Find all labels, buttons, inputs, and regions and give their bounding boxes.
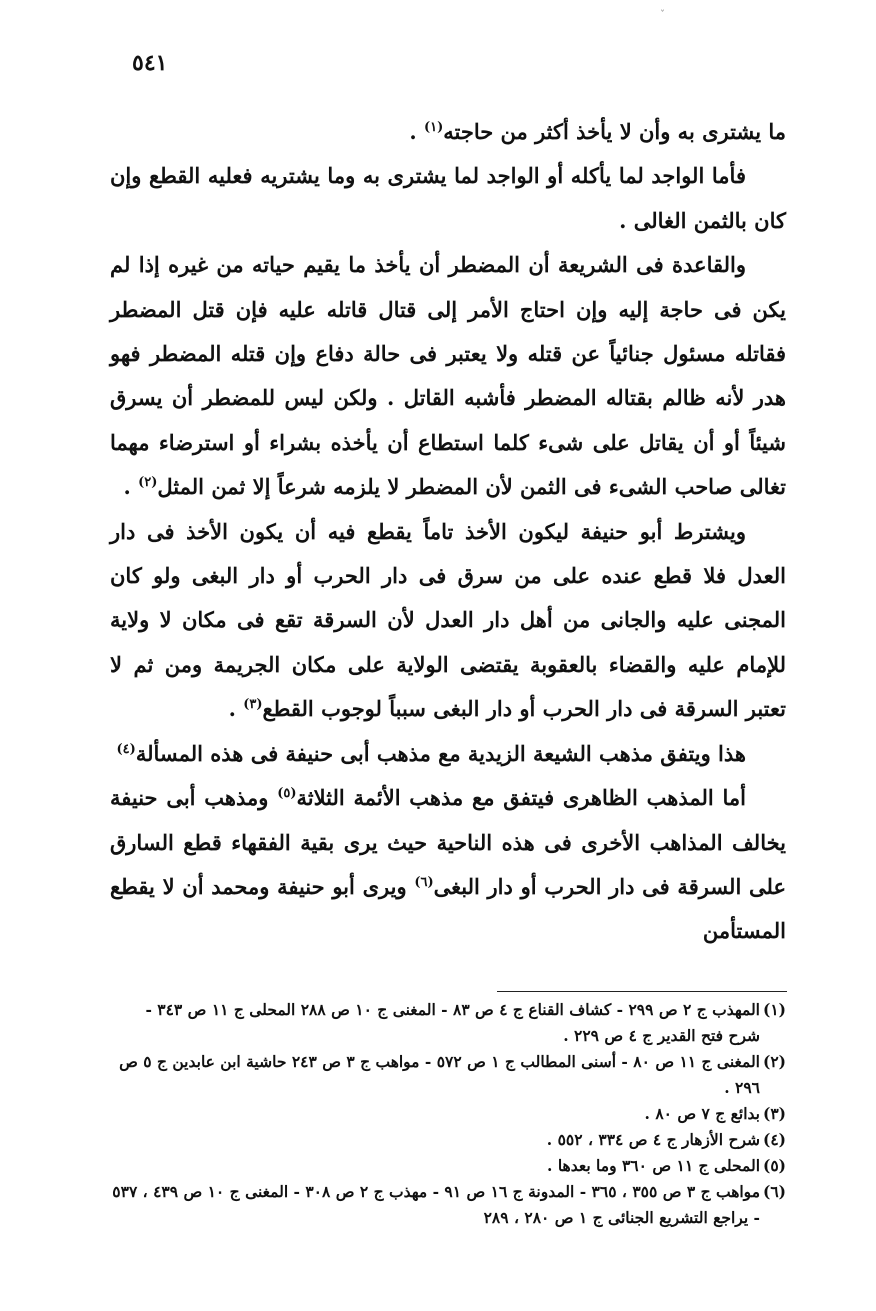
footnote-3: (٣)بدائع ج ٧ ص ٨٠ . <box>644 1104 786 1123</box>
paragraph-3: والقاعدة فى الشريعة أن المضطر أن يأخذ ما يقيم حياته من غيره إذا لم يكن فى حاجة إليه وإن احتاج الأمر إلى قتال قاتله عليه فإن قتل المضطر فقاتله مسئول جنائياً عن قتله ولا يعتبر فى حالة دفاع وإن قتله المضطر فهو هدر لأنه ظالم بقتاله المضطر فأشبه القاتل . ولكن ليس للمضطر أن يسرق شيئاً أو أن يقاتل على شىء كلما استطاع أن يأخذه بشراء أو استرضاء مهما تغالى صاحب الشىء فى الثمن لأن المضطر لا يلزمه شرعاً إلا ثمن المثل$^{(٢)}$ . <box>110 252 786 500</box>
footnote-ref-6[interactable]: (٦) <box>414 874 434 890</box>
footnote-2: (٢)المغنى ج ١١ ص ٨٠ - أسنى المطالب ج ١ ص ٥٧٢ - مواهب ج ٣ ص ٢٤٣ حاشية ابن عابدين ج ٥ ص ٢٩٦ . <box>119 1052 786 1097</box>
footnotes <box>110 997 786 1231</box>
page-number: ٥٤١ <box>132 50 168 76</box>
footnote-ref-3[interactable]: (٣) <box>243 697 263 713</box>
paragraph-1: ما يشترى به وأن لا يأخذ أكثر من حاجته$^{(١)}$ . <box>409 119 786 144</box>
main-text <box>110 110 786 954</box>
footnote-ref-2[interactable]: (٢) <box>138 475 158 491</box>
footnote-ref-1[interactable]: (١) <box>423 120 444 135</box>
paragraph-4: ويشترط أبو حنيفة ليكون الأخذ تاماً يقطع فيه أن يكون الأخذ فى دار العدل فلا قطع عنده على من سرق فى دار الحرب أو دار البغى ولو كان المجنى عليه والجانى من أهل دار العدل لأن السرقة تقع فى مكان لا ولاية للإمام عليه والقضاء بالعقوبة يقتضى الولاية على مكان الجريمة ومن ثم لا تعتبر السرقة فى دار الحرب أو دار البغى سبباً لوجوب القطع$^{(٣)}$ . <box>110 518 786 722</box>
footnote-ref-5[interactable]: (٥) <box>277 786 297 802</box>
footnote-divider <box>497 991 787 992</box>
footnote-6: (٦)مواهب ج ٣ ص ٣٥٥ ، ٣٦٥ - المدونة ج ١٦ ص ٩١ - مهذب ج ٢ ص ٣٠٨ - المغنى ج ١٠ ص ٤٣٩ ، ٥٣٧ - يراجع التشريع الجنائى ج ١ ص ٢٨٠ ، ٢٨٩ <box>112 1182 786 1227</box>
paragraph-5: هذا ويتفق مذهب الشيعة الزيدية مع مذهب أبى حنيفة فى هذه المسألة$^{(٤)}$ <box>116 740 746 766</box>
paragraph-2: فأما الواجد لما يأكله أو الواجد لما يشترى به وما يشتريه فعليه القطع وإن كان بالثمن الغالى . <box>110 163 786 233</box>
footnote-1: (١)المهذب ج ٢ ص ٢٩٩ - كشاف القناع ج ٤ ص ٨٣ - المغنى ج ١٠ ص ٢٨٨ المحلى ج ١١ ص ٣٤٣ - شرح فتح القدير ج ٤ ص ٢٢٩ . <box>145 1000 786 1045</box>
paragraph-6: أما المذهب الظاهرى فيتفق مع مذهب الأئمة الثلاثة$^{(٥)}$ ومذهب أبى حنيفة يخالف المذاهب الأخرى فى هذه الناحية حيث يرى بقية الفقهاء قطع السارق على السرقة فى دار الحرب أو دار البغى$^{(٦)}$ ويرى أبو حنيفة ومحمد أن لا يقطع المستأمن <box>110 785 786 944</box>
scan-artifact: ˇ <box>660 10 665 21</box>
footnote-5: (٥)المحلى ج ١١ ص ٣٦٠ وما بعدها . <box>547 1156 786 1175</box>
footnote-4: (٤)شرح الأزهار ج ٤ ص ٣٣٤ ، ٥٥٢ . <box>546 1130 786 1149</box>
footnote-ref-4[interactable]: (٤) <box>116 741 136 757</box>
